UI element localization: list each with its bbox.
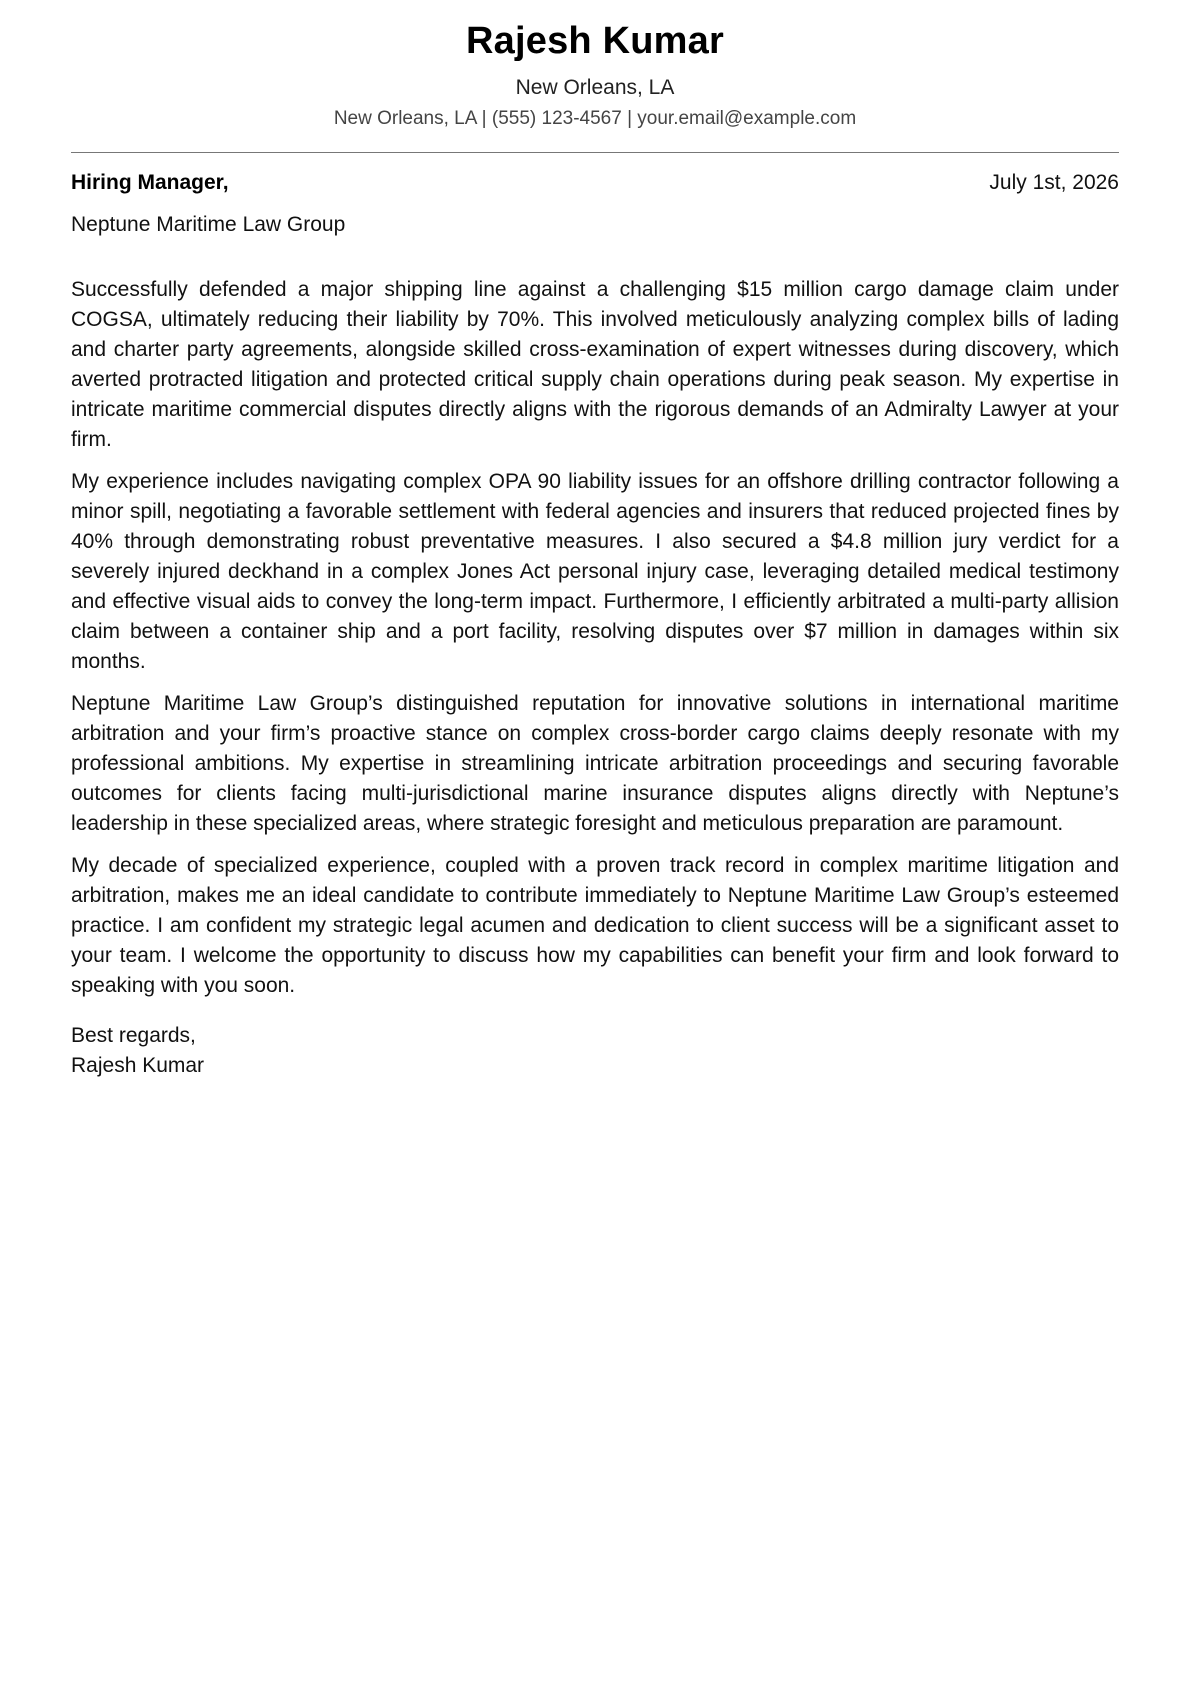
body-paragraph: Neptune Maritime Law Group’s distinguished reputation for innovative solutions in international maritime arbitration and your firm’s proactive stance on complex cross-border cargo claims deeply resonate with my professional ambitions. My expertise in streamlining intricate arbitration proceedings and securing favorable outcomes for clients facing multi-jurisdictional marine insurance disputes aligns directly with Neptune’s leadership in these specialized areas, where strategic foresight and meticulous preparation are paramount.: [71, 692, 1119, 835]
body-paragraph: My experience includes navigating complex OPA 90 liability issues for an offshore drilling contractor following a minor spill, negotiating a favorable settlement with federal agencies and insurers that reduced projected fines by 40% through demonstrating robust preventative measures. I also secured a $4.8 million jury verdict for a severely injured deckhand in a complex Jones Act personal injury case, leveraging detailed medical testimony and effective visual aids to convey the long-term impact. Furthermore, I efficiently arbitrated a multi-party allision claim between a container ship and a port facility, resolving disputes over $7 million in damages within six months.: [71, 470, 1119, 673]
sender-location: New Orleans, LA: [515, 76, 675, 99]
recipient-date-row: [71, 169, 1119, 197]
signature-name: Rajesh Kumar: [71, 1054, 205, 1077]
sender-contact-line: New Orleans, LA | (555) 123-4567 | your.email@example.com: [333, 108, 857, 129]
recipient-salutation: Hiring Manager,: [71, 171, 229, 194]
letter-date: July 1st, 2026: [989, 171, 1119, 194]
letter-header: [71, 0, 1119, 132]
header-divider: [71, 152, 1119, 153]
closing-phrase: Best regards,: [71, 1024, 196, 1047]
letter-body: [71, 275, 1119, 1001]
sender-name: Rajesh Kumar: [466, 20, 724, 62]
body-paragraph: My decade of specialized experience, coupled with a proven track record in complex maritime litigation and arbitration, makes me an ideal candidate to contribute immediately to Neptune Maritime Law Group’s esteemed practice. I am confident my strategic legal acumen and dedication to client success will be a significant asset to your team. I welcome the opportunity to discuss how my capabilities can benefit your firm and look forward to speaking with you soon.: [71, 854, 1119, 997]
recipient-company: Neptune Maritime Law Group: [71, 213, 346, 236]
body-paragraph: Successfully defended a major shipping line against a challenging $15 million cargo damage claim under COGSA, ultimately reducing their liability by 70%. This involved meticulously analyzing complex bills of lading and charter party agreements, alongside skilled cross-examination of expert witnesses during discovery, which averted protracted litigation and protected critical supply chain operations during peak season. My expertise in intricate maritime commercial disputes directly aligns with the rigorous demands of an Admiralty Lawyer at your firm.: [71, 278, 1119, 451]
letter-closing: [71, 1021, 1119, 1081]
